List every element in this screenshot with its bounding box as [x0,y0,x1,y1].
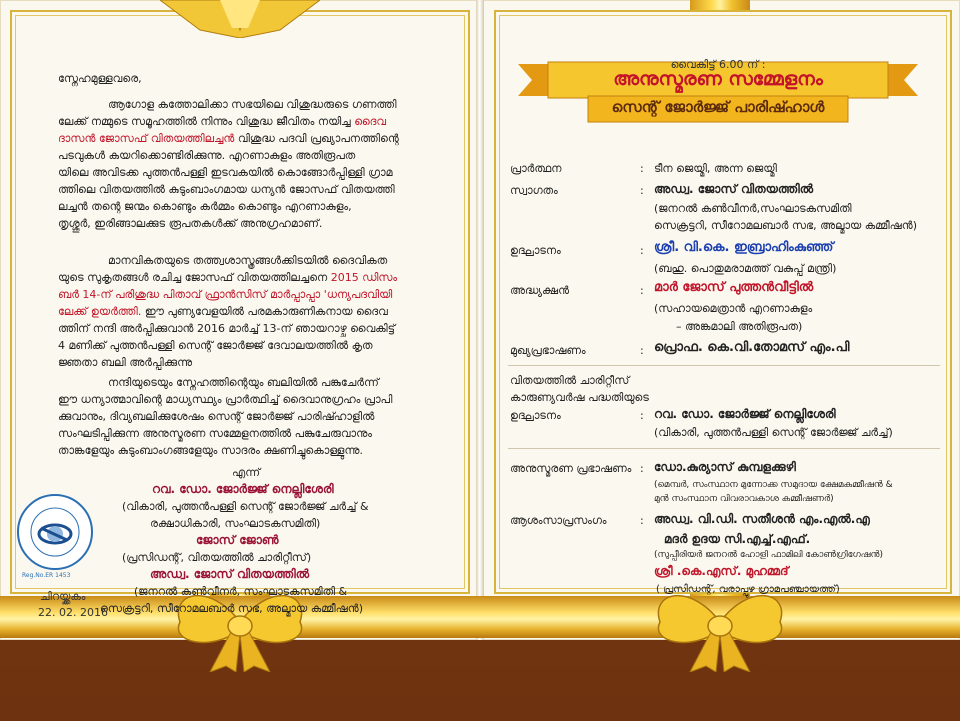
program-desc: ( പ്രസിഡന്റ്, വരാപ്പുഴ ഗ്രാമപഞ്ചായത്ത്) [656,584,840,595]
colon: : [640,162,644,175]
highlight-text: 2015 ഡിസം [330,271,398,284]
highlight-text: ദാസൻ ജോസഫ് വിതയത്തിലച്ചൻ [58,132,235,145]
divider [508,365,940,366]
program-desc: (മെമ്പർ, സംസ്ഥാന മുന്നോക്ക സമുദായ ക്ഷേമകമ്മീഷൻ & [654,480,893,490]
paragraph-line: പടവുകൾ കയറിക്കൊണ്ടിരിക്കുന്നു. എറണാകുളം അതിരൂപത [58,149,356,162]
paragraph-line [58,113,458,130]
page-gutter [476,0,484,640]
colon: : [640,462,644,475]
paragraph-line: ഈ ധന്യാത്മാവിന്റെ മാധ്യസ്ഥ്യം പ്രാർത്ഥിച്ച് ദൈവാനുഗ്രഹം പ്രാപി [58,393,393,406]
banner-title: അനുസ്മരണ സമ്മേളനം [613,68,823,90]
paragraph-line: യിലെ അവിടക്ക പുത്തൻപള്ളി ഇടവകയിൽ കൊങ്ങോർപ്പിള്ളി ഗ്രാമ [58,166,393,179]
paragraph-line: നന്ദിയുടെയും സ്നേഹത്തിന്റെയും ബലിയിൽ പങ്കുചേർന്ന് [108,376,379,389]
gold-bow-icon [650,582,790,672]
colon: : [640,284,644,297]
program-role-pre: കാരുണ്യവർഷ പദ്ധതിയുടെ [510,391,649,404]
program-role: പ്രാർത്ഥന [510,162,562,175]
colon: : [640,244,644,257]
text-run: വിശുദ്ധ പദവി പ്രഖ്യാപനത്തിന്റെ [237,132,399,145]
text-run: യുടെ സുകൃതങ്ങൾ രചിച്ച ജോസഫ് വിതയത്തിലച്ചനെ [58,271,328,284]
paragraph-line: താങ്കളേയും കുടുംബാംഗങ്ങളേയും സാദരം ക്ഷണിച്ചുകൊള്ളുന്നു. [58,444,363,457]
text-run: ലേക്ക് നമ്മുടെ സമൂഹത്തിൽ നിന്നും വിശുദ്ധ ജീവിതം നയിച്ച [58,115,351,128]
program-desc: മുൻ സംസ്ഥാന വിവരാവകാശ കമ്മീഷണർ) [654,494,834,504]
paragraph-line [58,269,468,286]
signatory-desc: (പ്രസിഡന്റ്, വിതയത്തിൽ ചാരിറ്റീസ്) [122,551,312,564]
program-name: അഡ്വ. വി.ഡി. സതീശൻ എം.എൽ.എ [654,512,870,526]
event-banner [518,58,918,128]
highlight-text: ദൈവ [354,115,387,128]
program-role: ഉദ്ഘാടനം [510,409,561,422]
gold-ribbon-top-icon [160,0,320,38]
program-name: ടീന ജെയ്മി, അന്ന ജെയ്മി [654,162,777,175]
colon: : [640,514,644,527]
emblem-reg: Reg.No.ER 1453 [22,572,71,579]
colon: : [640,184,644,197]
signatory-desc: സെക്രട്ടറി, സീറോമലബാർ സഭ, അല്മായ കമ്മീഷൻ) [100,602,363,615]
program-desc: (വികാരി, പുത്തൻപള്ളി സെന്റ് ജോർജ്ജ് ചർച്ച്) [654,426,893,439]
program-role: ആശംസാപ്രസംഗം [510,514,607,527]
paragraph-line: ബർ 14-ന് പരിശുദ്ധ പിതാവ് ഫ്രാൻസിസ് മാർപ്പാപ്പാ 'ധന്യപദവിയി [58,288,393,301]
program-name: ശ്രീ .കെ.എസ്. മുഹമ്മദ് [654,564,789,578]
signatory-desc: (ജനറൽ കൺവീനർ, സംഘാടകസമിതി & [134,585,348,598]
program-role: അനുസ്മരണ പ്രഭാഷണം [510,462,632,475]
signatory-name: റവ. ഡോ. ജോർജ്ജ് നെല്ലിശേരി [152,482,334,496]
colon: : [640,344,644,357]
program-desc: (സുപ്പീരിയർ ജനറൽ ഹോളി ഫാമിലി കോൺഗ്രിഗേഷൻ) [654,550,883,560]
program-desc: (ജനറൽ കൺവീനർ,സംഘാടകസമിതി [654,202,852,215]
program-name: അഡ്വ. ജോസ് വിതയത്തിൽ [654,182,814,196]
program-role-pre: വിതയത്തിൽ ചാരിറ്റീസ് [510,374,630,387]
banner-hall: സെന്റ് ജോർജ്ജ് പാരിഷ്ഹാൾ [611,98,825,116]
highlight-text: ലേക്ക് ഉയർത്തി. [58,305,142,318]
program-role: മുഖ്യപ്രഭാഷണം [510,344,586,357]
program-role: ഉദ്ഘാടനം [510,244,561,257]
program-name: പ്രൊഫ. കെ.വി.തോമസ് എം.പി [654,340,850,355]
banner-time: വൈകിട്ട് 6.00 ന് : [670,58,766,71]
program-desc: (സഹായമെത്രാൻ എറണാകുളം [654,302,813,315]
program-desc: – അങ്കമാലി അതിരൂപത) [676,320,803,333]
paragraph-line [58,130,468,147]
program-role: അദ്ധ്യക്ഷൻ [510,284,570,297]
program-name: ഡോ.കുര്യാസ് കുമ്പളക്കുഴി [654,460,796,474]
paragraph-line: മാനവികതയുടെ തത്ത്വശാസ്ത്രങ്ങൾക്കിടയിൽ ദൈവികത [108,254,388,267]
date: 22. 02. 2016 [38,606,108,619]
signatory-desc: (വികാരി, പുത്തൻപള്ളി സെന്റ് ജോർജ്ജ് ചർച്ച് & [122,500,369,513]
paragraph-line: സംഘടിപ്പിക്കുന്ന അനുസ്മരണ സമ്മേളനത്തിൽ പങ്കുചേരുവാനും [58,427,372,440]
paragraph-line [58,303,468,320]
signatory-desc: രക്ഷാധികാരി, സംഘാടകസമിതി) [150,517,321,530]
program-role: സ്വാഗതം [510,184,558,197]
program-name: മദർ ഉദയ സി.എച്ച്.എഫ്. [664,532,811,546]
program-desc: സെക്രട്ടറി, സീറോമലബാർ സഭ, അല്മായ കമ്മീഷൻ) [654,219,917,232]
paragraph-line: 4 മണിക്ക് പുത്തൻപള്ളി സെന്റ് ജോർജ്ജ് ദേവാലയത്തിൽ കൃത [58,339,373,352]
signatory-name: അഡ്വ. ജോസ് വിതയത്തിൽ [150,567,310,581]
program-name: ശ്രീ. വി.കെ. ഇബ്രാഹിംകുഞ്ഞ് [654,240,834,255]
closing-word: എന്ന് [232,466,261,479]
salutation: സ്നേഹമുള്ളവരെ, [58,72,142,85]
paragraph-line: ക്കുവാനും, ദിവ്യബലിക്കുശേഷം സെന്റ് ജോർജ്ജ് പാരിഷ്ഹാളിൽ [58,410,375,423]
text-run: ഈ പുണ്യവേളയിൽ പരമകാരുണികനായ ദൈവ [144,305,388,318]
paragraph-line: ലച്ചൻ തന്റെ ജന്മം കൊണ്ടും കർമ്മം കൊണ്ടും എറണാകുളം, [58,200,352,213]
paragraph-line: തൃശ്ശൂർ, ഇരിങ്ങാലക്കുട രൂപതകൾക്ക് അനുഗ്രഹമാണ്. [58,217,323,230]
paragraph-line: ത്തിന് നന്ദി അർപ്പിക്കുവാൻ 2016 മാർച്ച് 13-ന് ഞായറാഴ്ച വൈകിട്ട് [58,322,396,335]
divider [508,448,940,449]
program-name: റവ. ഡോ. ജോർജ്ജ് നെല്ലിശേരി [654,407,836,421]
signatory-name: ജോസ് ജോൺ [196,533,279,547]
place: ചിറയ്ക്കകം [40,590,86,603]
paragraph-line: ആഗോള കത്തോലിക്കാ സഭയിലെ വിശുദ്ധരുടെ ഗണത്തി [108,98,397,111]
paragraph-line: ത്തിലെ വിതയത്തിൽ കുടുംബാംഗമായ ധന്യൻ ജോസഫ് വിതയത്തി [58,183,395,196]
charity-emblem-icon [15,492,95,572]
program-desc: (ബഹു. പൊതുമരാമത്ത് വകുപ്പ് മന്ത്രി) [654,262,837,275]
paragraph-line: ജ്ഞതാ ബലി അർപ്പിക്കുന്നു [58,356,193,369]
program-name: മാർ ജോസ് പുത്തൻവീട്ടിൽ [654,280,814,295]
colon: : [640,409,644,422]
